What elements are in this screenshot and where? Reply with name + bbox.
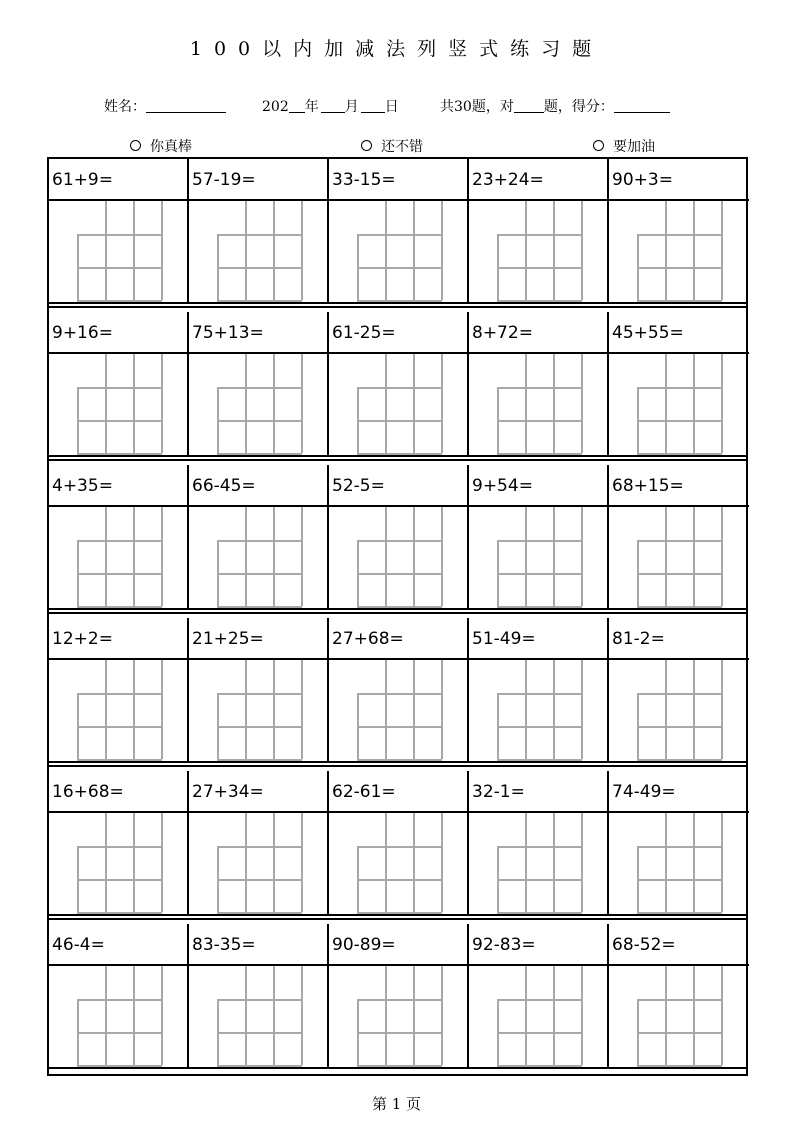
grid-line — [161, 813, 163, 912]
vertical-calc-grid[interactable] — [357, 507, 441, 606]
problem-expression: 45+55= — [609, 312, 749, 354]
vertical-calc-grid[interactable] — [357, 201, 441, 300]
grid-line — [441, 813, 443, 912]
problem-expression: 83-35= — [189, 924, 327, 966]
grid-line — [133, 201, 135, 300]
grid-line — [161, 966, 163, 1065]
problem-expression: 81-2= — [609, 618, 749, 660]
grid-line — [441, 660, 443, 759]
grid-line — [637, 693, 722, 695]
page-number: 第 1 页 — [371, 1095, 422, 1113]
vertical-calc-grid[interactable] — [77, 201, 161, 300]
year-blank[interactable] — [289, 98, 305, 113]
problem-expression: 90+3= — [609, 159, 749, 201]
problem-cell[interactable] — [49, 924, 189, 1067]
grid-line — [245, 660, 247, 759]
grid-line — [553, 966, 555, 1065]
grid-line — [105, 660, 107, 759]
day-label: 日 — [384, 99, 399, 115]
problem-cell[interactable] — [189, 924, 329, 1067]
problem-cell[interactable] — [49, 618, 189, 761]
grid-line — [525, 201, 527, 300]
vertical-calc-grid[interactable] — [217, 354, 301, 453]
problem-cell[interactable] — [609, 618, 749, 761]
vertical-calc-grid[interactable] — [497, 354, 581, 453]
vertical-calc-grid[interactable] — [497, 813, 581, 912]
problem-expression: 61+9= — [49, 159, 187, 201]
problem-row — [49, 771, 746, 914]
grid-line — [525, 660, 527, 759]
grid-line — [105, 354, 107, 453]
grid-line — [721, 660, 723, 759]
problem-expression: 12+2= — [49, 618, 187, 660]
grid-line — [497, 387, 582, 389]
vertical-calc-grid[interactable] — [357, 354, 441, 453]
grid-line — [441, 201, 443, 300]
bottom-rule — [49, 1067, 746, 1071]
worksheet-title: 100以内加减法列竖式练习题 — [189, 38, 604, 60]
grid-line — [721, 507, 723, 606]
problem-cell[interactable] — [329, 924, 469, 1067]
problem-expression: 27+68= — [329, 618, 467, 660]
problem-row — [49, 618, 746, 761]
grid-line — [77, 693, 162, 695]
problem-cell[interactable] — [49, 312, 189, 455]
grid-line — [273, 660, 275, 759]
grid-line — [721, 966, 723, 1065]
grid-line — [217, 726, 302, 728]
grid-line — [441, 966, 443, 1065]
grid-line — [413, 813, 415, 912]
grid-line — [413, 660, 415, 759]
problem-cell[interactable] — [329, 159, 469, 302]
vertical-calc-grid[interactable] — [217, 201, 301, 300]
grid-line — [273, 201, 275, 300]
grid-line — [525, 507, 527, 606]
grid-line — [693, 966, 695, 1065]
grid-line — [637, 726, 722, 728]
correct-count-blank[interactable] — [514, 98, 544, 113]
problem-expression: 4+35= — [49, 465, 187, 507]
problem-expression: 62-61= — [329, 771, 467, 813]
grid-line — [637, 540, 722, 542]
grid-line — [665, 813, 667, 912]
grid-line — [637, 573, 722, 575]
grid-line — [77, 726, 162, 728]
name-blank[interactable] — [146, 98, 226, 113]
problem-expression: 8+72= — [469, 312, 607, 354]
grid-line — [385, 966, 387, 1065]
grid-line — [441, 507, 443, 606]
grid-line — [553, 660, 555, 759]
grid-line — [665, 966, 667, 1065]
rating-option-good[interactable] — [361, 136, 423, 156]
grid-line — [77, 267, 162, 269]
grid-line — [553, 507, 555, 606]
rating-options — [0, 136, 793, 154]
circle-icon[interactable] — [593, 140, 604, 151]
year-label: 年 — [304, 99, 319, 115]
problem-expression: 16+68= — [49, 771, 187, 813]
problem-cell[interactable] — [609, 924, 749, 1067]
grid-line — [105, 201, 107, 300]
problem-expression: 68+15= — [609, 465, 749, 507]
vertical-calc-grid[interactable] — [217, 813, 301, 912]
grid-line — [665, 660, 667, 759]
grid-line — [301, 660, 303, 759]
problem-cell[interactable] — [329, 618, 469, 761]
grid-line — [637, 846, 722, 848]
problem-expression: 32-1= — [469, 771, 607, 813]
grid-line — [441, 354, 443, 453]
grid-line — [721, 201, 723, 300]
problem-expression: 21+25= — [189, 618, 327, 660]
grid-line — [357, 267, 442, 269]
grid-line — [665, 507, 667, 606]
problem-expression: 74-49= — [609, 771, 749, 813]
grid-line — [133, 966, 135, 1065]
grid-line — [161, 201, 163, 300]
problem-sheet — [47, 157, 748, 1076]
grid-line — [581, 507, 583, 606]
problem-expression: 68-52= — [609, 924, 749, 966]
grid-line — [301, 201, 303, 300]
name-label: 姓名： — [104, 99, 146, 115]
vertical-calc-grid[interactable] — [77, 966, 161, 1065]
grid-line — [693, 201, 695, 300]
vertical-calc-grid[interactable] — [357, 966, 441, 1065]
problem-expression: 9+16= — [49, 312, 187, 354]
grid-line — [413, 966, 415, 1065]
row-separator — [49, 455, 746, 461]
grid-line — [637, 420, 722, 422]
grid-line — [413, 354, 415, 453]
problem-cell[interactable] — [49, 159, 189, 302]
grid-line — [77, 420, 162, 422]
grid-line — [301, 813, 303, 912]
grid-line — [357, 387, 442, 389]
grid-line — [497, 540, 582, 542]
rating-label: 要加油 — [613, 139, 655, 155]
grid-line — [77, 879, 162, 881]
grid-line — [525, 966, 527, 1065]
grid-line — [497, 573, 582, 575]
circle-icon[interactable] — [361, 140, 372, 151]
problem-row — [49, 312, 746, 455]
grid-line — [497, 693, 582, 695]
grid-line — [553, 201, 555, 300]
grid-line — [245, 813, 247, 912]
row-separator — [49, 302, 746, 308]
grid-line — [217, 540, 302, 542]
grid-line — [273, 354, 275, 453]
problem-cell[interactable] — [609, 771, 749, 914]
month-blank[interactable] — [321, 98, 345, 113]
grid-line — [217, 693, 302, 695]
grid-line — [357, 234, 442, 236]
problem-expression: 66-45= — [189, 465, 327, 507]
grid-line — [217, 999, 302, 1001]
grid-line — [581, 966, 583, 1065]
grid-line — [525, 354, 527, 453]
grid-line — [665, 201, 667, 300]
grid-line — [665, 354, 667, 453]
grid-line — [77, 540, 162, 542]
vertical-calc-grid[interactable] — [77, 660, 161, 759]
grid-line — [693, 354, 695, 453]
problem-cell[interactable] — [329, 771, 469, 914]
problem-cell[interactable] — [469, 924, 609, 1067]
problem-cell[interactable] — [609, 159, 749, 302]
problem-cell[interactable] — [189, 312, 329, 455]
problem-row — [49, 465, 746, 608]
grid-line — [161, 660, 163, 759]
summary-prefix: 共30题，对 — [440, 99, 514, 115]
grid-line — [77, 234, 162, 236]
problem-cell[interactable] — [49, 771, 189, 914]
month-label: 月 — [344, 99, 359, 115]
grid-line — [581, 813, 583, 912]
problem-cell[interactable] — [189, 159, 329, 302]
grid-line — [161, 507, 163, 606]
rating-option-great[interactable] — [130, 136, 192, 156]
grid-line — [357, 846, 442, 848]
grid-line — [301, 354, 303, 453]
rating-option-try-harder[interactable] — [593, 136, 655, 156]
grid-line — [217, 234, 302, 236]
problem-expression: 23+24= — [469, 159, 607, 201]
vertical-calc-grid[interactable] — [357, 660, 441, 759]
vertical-calc-grid[interactable] — [217, 966, 301, 1065]
year-prefix: 202 — [262, 99, 289, 115]
grid-line — [77, 1032, 162, 1034]
grid-line — [77, 387, 162, 389]
grid-line — [637, 234, 722, 236]
grid-line — [273, 966, 275, 1065]
vertical-calc-grid[interactable] — [497, 507, 581, 606]
grid-line — [385, 354, 387, 453]
grid-line — [133, 660, 135, 759]
grid-line — [721, 354, 723, 453]
problem-cell[interactable] — [329, 312, 469, 455]
grid-line — [693, 507, 695, 606]
vertical-calc-grid[interactable] — [77, 813, 161, 912]
grid-line — [217, 1032, 302, 1034]
grid-line — [581, 354, 583, 453]
grid-line — [105, 507, 107, 606]
vertical-calc-grid[interactable] — [637, 966, 721, 1065]
grid-line — [357, 573, 442, 575]
grid-line — [413, 507, 415, 606]
grid-line — [637, 879, 722, 881]
grid-line — [217, 267, 302, 269]
grid-line — [497, 846, 582, 848]
row-separator — [49, 761, 746, 767]
grid-line — [245, 201, 247, 300]
vertical-calc-grid[interactable] — [637, 660, 721, 759]
grid-line — [553, 354, 555, 453]
grid-line — [385, 813, 387, 912]
grid-line — [357, 693, 442, 695]
grid-line — [77, 846, 162, 848]
problem-expression: 75+13= — [189, 312, 327, 354]
problem-cell[interactable] — [329, 465, 469, 608]
vertical-calc-grid[interactable] — [357, 813, 441, 912]
grid-line — [693, 660, 695, 759]
grid-line — [497, 726, 582, 728]
date-field[interactable] — [262, 96, 399, 116]
problem-expression: 90-89= — [329, 924, 467, 966]
grid-line — [553, 813, 555, 912]
problem-cell[interactable] — [609, 465, 749, 608]
grid-line — [133, 813, 135, 912]
problem-cell[interactable] — [189, 465, 329, 608]
grid-line — [357, 999, 442, 1001]
vertical-calc-grid[interactable] — [497, 966, 581, 1065]
name-field[interactable] — [104, 96, 226, 116]
grid-line — [217, 846, 302, 848]
grid-line — [301, 966, 303, 1065]
problem-cell[interactable] — [469, 312, 609, 455]
grid-line — [245, 354, 247, 453]
summary-mid: 题，得分： — [543, 99, 614, 115]
problem-cell[interactable] — [469, 465, 609, 608]
grid-line — [357, 1032, 442, 1034]
problem-expression: 27+34= — [189, 771, 327, 813]
problem-cell[interactable] — [49, 465, 189, 608]
grid-line — [385, 507, 387, 606]
grid-line — [497, 234, 582, 236]
grid-line — [693, 813, 695, 912]
grid-line — [217, 420, 302, 422]
problem-cell[interactable] — [609, 312, 749, 455]
problem-row — [49, 924, 746, 1067]
grid-line — [105, 813, 107, 912]
vertical-calc-grid[interactable] — [77, 354, 161, 453]
circle-icon[interactable] — [130, 140, 141, 151]
problem-row — [49, 159, 746, 302]
grid-line — [497, 999, 582, 1001]
grid-line — [497, 879, 582, 881]
student-info-row — [0, 96, 793, 116]
grid-line — [245, 507, 247, 606]
grid-line — [413, 201, 415, 300]
score-blank[interactable] — [614, 98, 670, 113]
grid-line — [637, 267, 722, 269]
grid-line — [497, 1032, 582, 1034]
grid-line — [161, 354, 163, 453]
grid-line — [357, 879, 442, 881]
grid-line — [581, 201, 583, 300]
problem-expression: 92-83= — [469, 924, 607, 966]
problem-cell[interactable] — [469, 159, 609, 302]
grid-line — [385, 201, 387, 300]
grid-line — [301, 507, 303, 606]
grid-line — [217, 573, 302, 575]
problem-expression: 61-25= — [329, 312, 467, 354]
grid-line — [133, 354, 135, 453]
grid-line — [133, 507, 135, 606]
vertical-calc-grid[interactable] — [217, 660, 301, 759]
grid-line — [357, 726, 442, 728]
grid-line — [273, 813, 275, 912]
vertical-calc-grid[interactable] — [637, 813, 721, 912]
grid-line — [357, 420, 442, 422]
grid-line — [497, 267, 582, 269]
problem-expression: 46-4= — [49, 924, 187, 966]
grid-line — [581, 660, 583, 759]
grid-line — [525, 813, 527, 912]
row-separator — [49, 608, 746, 614]
grid-line — [357, 540, 442, 542]
grid-line — [217, 879, 302, 881]
grid-line — [385, 660, 387, 759]
grid-line — [497, 420, 582, 422]
vertical-calc-grid[interactable] — [637, 507, 721, 606]
vertical-calc-grid[interactable] — [637, 354, 721, 453]
vertical-calc-grid[interactable] — [497, 201, 581, 300]
grid-line — [637, 387, 722, 389]
rating-label: 还不错 — [381, 139, 423, 155]
vertical-calc-grid[interactable] — [637, 201, 721, 300]
row-separator — [49, 914, 746, 920]
grid-line — [721, 813, 723, 912]
day-blank[interactable] — [361, 98, 385, 113]
problem-cell[interactable] — [189, 618, 329, 761]
vertical-calc-grid[interactable] — [497, 660, 581, 759]
problem-cell[interactable] — [469, 618, 609, 761]
problem-expression: 57-19= — [189, 159, 327, 201]
problem-expression: 9+54= — [469, 465, 607, 507]
score-field[interactable] — [440, 96, 670, 116]
grid-line — [77, 573, 162, 575]
vertical-calc-grid[interactable] — [217, 507, 301, 606]
grid-line — [217, 387, 302, 389]
grid-line — [245, 966, 247, 1065]
problem-expression: 51-49= — [469, 618, 607, 660]
problem-cell[interactable] — [469, 771, 609, 914]
rating-label: 你真棒 — [150, 139, 192, 155]
problem-cell[interactable] — [189, 771, 329, 914]
vertical-calc-grid[interactable] — [77, 507, 161, 606]
problem-expression: 52-5= — [329, 465, 467, 507]
grid-line — [273, 507, 275, 606]
grid-line — [77, 999, 162, 1001]
grid-line — [637, 999, 722, 1001]
grid-line — [637, 1032, 722, 1034]
problem-expression: 33-15= — [329, 159, 467, 201]
grid-line — [105, 966, 107, 1065]
